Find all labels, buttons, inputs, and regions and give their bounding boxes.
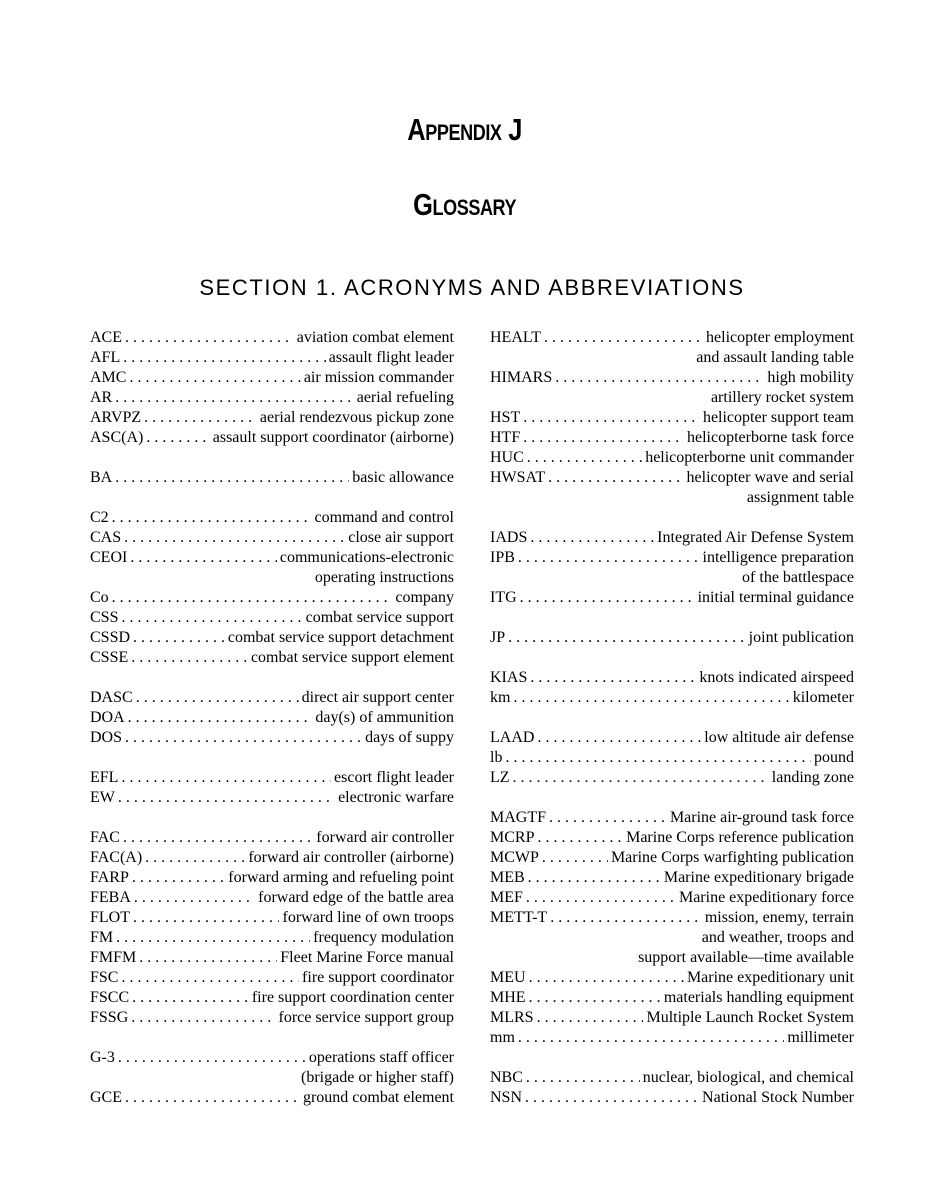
dot-leader (118, 788, 335, 808)
glossary-entry (90, 388, 454, 408)
entry-acronym: NSN (490, 1089, 523, 1106)
glossary-entry (90, 868, 454, 888)
glossary-entry (90, 928, 454, 948)
glossary-entry (90, 908, 454, 928)
entry-acronym: MCWP (490, 849, 539, 866)
entry-acronym: HEALT (490, 329, 541, 346)
entry-acronym: ITG (490, 589, 517, 606)
entry-definition: mission, enemy, terrain (704, 909, 854, 926)
entry-acronym: EFL (90, 769, 119, 786)
glossary-entry (490, 728, 854, 748)
entry-group-gap (490, 508, 854, 528)
entry-acronym: IADS (490, 529, 528, 546)
glossary-entry (90, 848, 454, 868)
entry-acronym: FARP (90, 869, 129, 886)
entry-acronym: CSSE (90, 649, 129, 666)
entry-definition: day(s) of ammunition (315, 709, 454, 726)
glossary-entry (490, 668, 854, 688)
glossary-entry (90, 628, 454, 648)
entry-definition: helicopter wave and serial (686, 469, 854, 486)
entry-acronym: MCRP (490, 829, 535, 846)
dot-leader (123, 828, 313, 848)
glossary-entry (90, 588, 454, 608)
entry-definition-continued: operating instructions (314, 569, 454, 586)
glossary-entry (490, 328, 854, 368)
glossary-entry (490, 588, 854, 608)
entry-acronym: DOS (90, 729, 123, 746)
dot-leader (550, 908, 702, 928)
entry-definition: Integrated Air Defense System (657, 529, 854, 546)
entry-definition: pound (814, 749, 854, 766)
entry-definition: Marine air-ground task force (669, 809, 854, 826)
entry-group-gap (90, 668, 454, 688)
dot-leader (129, 368, 300, 388)
entry-definition-continued: artillery rocket system (710, 389, 854, 406)
glossary-entry (490, 988, 854, 1008)
glossary-entry (90, 1048, 454, 1088)
entry-acronym: HTF (490, 429, 521, 446)
entry-definition: communications-electronic (279, 549, 454, 566)
entry-definition: millimeter (787, 1029, 854, 1046)
dot-leader (525, 1088, 699, 1108)
glossary-entry (90, 528, 454, 548)
dot-leader (115, 468, 349, 488)
entry-acronym: MHE (490, 989, 526, 1006)
entry-acronym: MLRS (490, 1009, 534, 1026)
entry-acronym: Co (90, 589, 109, 606)
dot-leader (555, 368, 764, 388)
entry-definition: days of suppy (365, 729, 454, 746)
glossary-entry (90, 508, 454, 528)
entry-acronym: FM (90, 929, 114, 946)
dot-leader (121, 968, 299, 988)
entry-group-gap (90, 1028, 454, 1048)
entry-definition: helicopter employment (706, 329, 854, 346)
glossary-entry (90, 608, 454, 628)
dot-leader (130, 548, 277, 568)
entry-definition: Marine Corps reference publication (626, 829, 854, 846)
entry-definition: operations staff officer (308, 1049, 454, 1066)
glossary-entry (90, 988, 454, 1008)
glossary-left-column (90, 328, 454, 1108)
entry-definition: Marine expeditionary unit (686, 969, 854, 986)
entry-definition: initial terminal guidance (697, 589, 854, 606)
glossary-entry (490, 428, 854, 448)
entry-acronym: HUC (490, 449, 524, 466)
glossary-entry (490, 468, 854, 508)
entry-group-gap (490, 1048, 854, 1068)
entry-acronym: HST (490, 409, 521, 426)
glossary-entry (90, 708, 454, 728)
glossary-entry (490, 548, 854, 588)
dot-leader (133, 628, 225, 648)
entry-group-gap (490, 608, 854, 628)
glossary-title: Glossary (413, 187, 517, 222)
entry-definition: combat service support (305, 609, 454, 626)
entry-acronym: MEF (490, 889, 523, 906)
glossary-entry (490, 768, 854, 788)
dot-leader (537, 728, 701, 748)
dot-leader (513, 688, 789, 708)
glossary-entry (90, 548, 454, 588)
dot-leader (134, 888, 255, 908)
dot-leader (132, 988, 249, 1008)
entry-acronym: HWSAT (490, 469, 546, 486)
entry-acronym: CEOI (90, 549, 128, 566)
glossary-entry (490, 408, 854, 428)
entry-definition-continued: assignment table (746, 489, 854, 506)
glossary-entry (90, 368, 454, 388)
entry-definition: Marine expeditionary force (678, 889, 854, 906)
glossary-entry (90, 788, 454, 808)
entry-acronym: FLOT (90, 909, 130, 926)
entry-definition: close air support (348, 529, 454, 546)
entry-acronym: mm (490, 1029, 515, 1046)
entry-definition: helicopterborne unit commander (645, 449, 854, 466)
entry-acronym: MAGTF (490, 809, 547, 826)
entry-acronym: DOA (90, 709, 125, 726)
glossary-entry (90, 768, 454, 788)
entry-definition-continued: of the battlespace (742, 569, 854, 586)
entry-definition: Multiple Launch Rocket System (646, 1009, 854, 1026)
dot-leader (145, 848, 245, 868)
entry-definition: fire support coordination center (251, 989, 454, 1006)
entry-definition: forward air controller (316, 829, 454, 846)
dot-leader (526, 888, 676, 908)
dot-leader (548, 468, 683, 488)
dot-leader (526, 1068, 640, 1088)
glossary-entry (90, 728, 454, 748)
entry-acronym: FMFM (90, 949, 137, 966)
entry-acronym: GCE (90, 1089, 122, 1106)
entry-acronym: BA (90, 469, 113, 486)
entry-definition: electronic warfare (338, 789, 454, 806)
entry-definition: air mission commander (303, 369, 454, 386)
entry-group-gap (490, 788, 854, 808)
dot-leader (118, 1048, 306, 1068)
entry-definition: National Stock Number (702, 1089, 854, 1106)
glossary-entry (90, 648, 454, 668)
entry-definition: basic allowance (352, 469, 454, 486)
dot-leader (537, 1008, 644, 1028)
entry-acronym: G-3 (90, 1049, 115, 1066)
dot-leader (115, 388, 353, 408)
entry-acronym: FSCC (90, 989, 130, 1006)
entry-definition: knots indicated airspeed (699, 669, 854, 686)
entry-acronym: FEBA (90, 889, 131, 906)
entry-definition: force service support group (278, 1009, 454, 1026)
dot-leader (518, 1028, 784, 1048)
glossary-entry (90, 408, 454, 428)
entry-definition: Marine expeditionary brigade (663, 869, 854, 886)
entry-definition: assault flight leader (328, 349, 454, 366)
entry-acronym: CAS (90, 529, 122, 546)
entry-acronym: lb (490, 749, 503, 766)
dot-leader (508, 628, 746, 648)
dot-leader (530, 668, 696, 688)
glossary-entry (90, 688, 454, 708)
entry-definition: helicopterborne task force (686, 429, 854, 446)
glossary-entry (90, 888, 454, 908)
appendix-heading: Appendix J (407, 112, 522, 147)
entry-definition: helicopter support team (702, 409, 854, 426)
glossary-entry (90, 968, 454, 988)
entry-acronym: JP (490, 629, 506, 646)
dot-leader (529, 988, 661, 1008)
entry-definition: fire support coordinator (302, 969, 454, 986)
glossary-entry (90, 1008, 454, 1028)
entry-definition: low altitude air defense (704, 729, 854, 746)
dot-leader (131, 648, 248, 668)
entry-definition: forward arming and refueling point (228, 869, 454, 886)
dot-leader (132, 868, 225, 888)
dot-leader (513, 768, 769, 788)
entry-acronym: CSSD (90, 629, 131, 646)
glossary-entry (490, 1028, 854, 1048)
dot-leader (125, 1088, 300, 1108)
entry-group-gap (90, 488, 454, 508)
glossary-entry (490, 748, 854, 768)
entry-acronym: AFL (90, 349, 121, 366)
entry-acronym: METT-T (490, 909, 548, 926)
entry-definition-continued: support available—time available (638, 949, 854, 966)
entry-acronym: CSS (90, 609, 119, 626)
entry-acronym: EW (90, 789, 115, 806)
entry-acronym: ASC(A) (90, 429, 144, 446)
entry-definition: command and control (314, 509, 454, 526)
dot-leader (520, 588, 695, 608)
glossary-entry (490, 528, 854, 548)
dot-leader (123, 348, 325, 368)
glossary-entry (490, 868, 854, 888)
entry-acronym: NBC (490, 1069, 523, 1086)
entry-definition: aerial refueling (356, 389, 454, 406)
entry-definition: kilometer (792, 689, 854, 706)
entry-definition: aviation combat element (296, 329, 454, 346)
dot-leader (112, 588, 393, 608)
glossary-entry (490, 848, 854, 868)
entry-definition: intelligence preparation (702, 549, 854, 566)
entry-definition: assault support coordinator (airborne) (212, 429, 454, 446)
dot-leader (527, 448, 642, 468)
glossary-entry (90, 948, 454, 968)
entry-definition: high mobility (767, 369, 854, 386)
dot-leader (125, 728, 362, 748)
entry-group-gap (490, 648, 854, 668)
entry-acronym: C2 (90, 509, 109, 526)
entry-acronym: LZ (490, 769, 510, 786)
glossary-entry (490, 808, 854, 828)
entry-definition: Fleet Marine Force manual (280, 949, 454, 966)
glossary-right-column (490, 328, 854, 1108)
entry-definition: combat service support detachment (227, 629, 454, 646)
dot-leader (528, 868, 661, 888)
glossary-entry (490, 968, 854, 988)
entry-acronym: DASC (90, 689, 133, 706)
entry-definition: frequency modulation (313, 929, 454, 946)
dot-leader (523, 428, 684, 448)
glossary-entry (490, 688, 854, 708)
glossary-entry (490, 1008, 854, 1028)
dot-leader (121, 768, 331, 788)
dot-leader (544, 328, 703, 348)
glossary-entry (90, 428, 454, 448)
dot-leader (505, 748, 811, 768)
entry-acronym: FSC (90, 969, 119, 986)
entry-definition: escort flight leader (334, 769, 454, 786)
dot-leader (530, 528, 654, 548)
entry-group-gap (90, 748, 454, 768)
entry-group-gap (90, 808, 454, 828)
glossary-entry (90, 468, 454, 488)
glossary-entry (490, 828, 854, 848)
dot-leader (537, 828, 623, 848)
entry-acronym: KIAS (490, 669, 528, 686)
entry-definition-continued: and assault landing table (696, 349, 854, 366)
dot-leader (139, 948, 277, 968)
entry-definition: joint publication (748, 629, 854, 646)
entry-definition: materials handling equipment (663, 989, 854, 1006)
glossary-entry (490, 628, 854, 648)
glossary-entry (490, 888, 854, 908)
glossary-entry (90, 328, 454, 348)
entry-acronym: LAAD (490, 729, 535, 746)
entry-acronym: FAC(A) (90, 849, 143, 866)
dot-leader (542, 848, 608, 868)
entry-acronym: MEB (490, 869, 525, 886)
dot-leader (125, 328, 294, 348)
entry-definition: company (395, 589, 454, 606)
entry-acronym: MEU (490, 969, 526, 986)
dot-leader (144, 408, 257, 428)
dot-leader (523, 408, 700, 428)
entry-acronym: HIMARS (490, 369, 553, 386)
entry-definition: nuclear, biological, and chemical (642, 1069, 854, 1086)
entry-definition-continued: (brigade or higher staff) (301, 1069, 454, 1086)
glossary-entry (490, 908, 854, 968)
entry-group-gap (490, 708, 854, 728)
dot-leader (128, 708, 313, 728)
entry-acronym: ACE (90, 329, 122, 346)
dot-leader (116, 928, 310, 948)
entry-definition: Marine Corps warfighting publication (610, 849, 854, 866)
entry-definition: forward line of own troops (282, 909, 454, 926)
entry-acronym: FSSG (90, 1009, 129, 1026)
entry-definition: aerial rendezvous pickup zone (259, 409, 454, 426)
dot-leader (124, 528, 345, 548)
glossary-entry (490, 448, 854, 468)
entry-acronym: km (490, 689, 511, 706)
entry-acronym: AR (90, 389, 113, 406)
dot-leader (518, 548, 700, 568)
dot-leader (133, 908, 279, 928)
glossary-entry (90, 1088, 454, 1108)
entry-acronym: IPB (490, 549, 515, 566)
section-heading: SECTION 1. ACRONYMS AND ABBREVIATIONS (199, 275, 745, 300)
entry-acronym: ARVPZ (90, 409, 142, 426)
entry-group-gap (90, 448, 454, 468)
dot-leader (529, 968, 684, 988)
glossary-entry (490, 368, 854, 408)
glossary-entry (90, 828, 454, 848)
entry-definition: direct air support center (301, 689, 454, 706)
dot-leader (146, 428, 209, 448)
dot-leader (136, 688, 299, 708)
entry-definition: combat service support element (250, 649, 454, 666)
entry-definition: forward edge of the battle area (258, 889, 454, 906)
entry-acronym: AMC (90, 369, 127, 386)
dot-leader (549, 808, 667, 828)
glossary-entry (490, 1068, 854, 1088)
entry-definition: ground combat element (302, 1089, 454, 1106)
entry-acronym: FAC (90, 829, 120, 846)
entry-definition: forward air controller (airborne) (248, 849, 454, 866)
entry-definition-continued: and weather, troops and (701, 929, 854, 946)
glossary-entry (90, 348, 454, 368)
glossary-entry (490, 1088, 854, 1108)
dot-leader (121, 608, 302, 628)
dot-leader (112, 508, 312, 528)
dot-leader (131, 1008, 275, 1028)
entry-definition: landing zone (771, 769, 854, 786)
